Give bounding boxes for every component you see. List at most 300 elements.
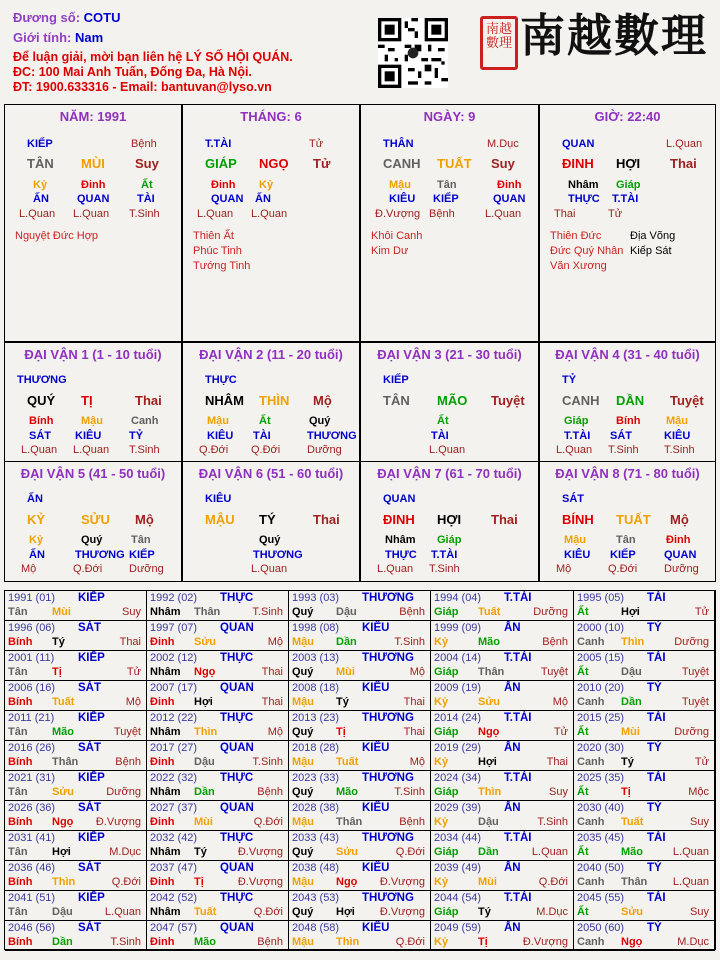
luck-stem-god: QUAN	[383, 493, 416, 505]
luck-main-2: Thai	[135, 393, 162, 408]
year-stem: Quý	[292, 606, 314, 618]
luck-period-1	[4, 342, 182, 462]
year-phase: Đ.Vượng	[379, 876, 425, 888]
year-cell	[289, 891, 431, 921]
year-ten-god: KIÊU	[362, 922, 390, 934]
year-stem: Kỷ	[434, 936, 449, 948]
year-cell	[147, 681, 289, 711]
pillar-hidden-god: TÀI	[137, 193, 155, 205]
year-stem: Giáp	[434, 786, 459, 798]
luck-hidden-stem: Bính	[29, 415, 54, 427]
year-label: 2047 (57)	[150, 922, 198, 934]
year-phase: Bệnh	[257, 786, 283, 798]
year-ten-god: THỰC	[220, 832, 254, 844]
year-phase: T.Sinh	[394, 636, 425, 648]
year-ten-god: ẤN	[504, 802, 521, 814]
contact-phone-email[interactable]: ĐT: 1900.633316 - Email: bantuvan@lyso.vn	[13, 80, 272, 94]
luck-main-1: DẦN	[616, 393, 645, 408]
luck-hidden-god: ẤN	[29, 549, 45, 561]
year-branch: Mùi	[478, 876, 497, 888]
year-cell	[431, 801, 574, 831]
year-cell	[574, 651, 715, 681]
year-branch: Tuất	[478, 606, 501, 618]
year-label: 2046 (56)	[8, 922, 56, 934]
year-phase: Tử	[126, 666, 141, 678]
year-branch: Thân	[336, 816, 363, 828]
year-label: 2030 (40)	[577, 802, 625, 814]
year-branch: Tý	[621, 756, 634, 768]
star-name: Nguyệt Đức Hợp	[15, 230, 99, 242]
year-branch: Thìn	[478, 786, 502, 798]
year-label: 2011 (21)	[8, 712, 55, 724]
year-phase: T.Sinh	[252, 606, 283, 618]
luck-hidden-stem: Giáp	[437, 534, 462, 546]
year-branch: Dần	[52, 936, 73, 948]
year-phase: T.Sinh	[537, 816, 568, 828]
luck-hidden-god: KIẾP	[129, 549, 155, 561]
year-label: 2020 (30)	[577, 742, 625, 754]
year-ten-god: SÁT	[78, 742, 101, 754]
star-name: Kim Dư	[371, 245, 409, 257]
year-branch: Mão	[478, 636, 500, 648]
luck-main-2: Mộ	[313, 393, 332, 408]
year-cell	[431, 891, 574, 921]
year-stem: Đinh	[150, 696, 175, 708]
year-label: 2002 (12)	[150, 652, 198, 664]
year-ten-god: THƯƠNG	[362, 832, 414, 844]
year-ten-god: KIẾP	[78, 772, 105, 784]
year-phase: Bệnh	[399, 816, 425, 828]
year-label: 2025 (35)	[577, 772, 625, 784]
luck-main-1: HỢI	[437, 512, 462, 527]
year-label: 2036 (46)	[8, 862, 56, 874]
year-cell	[147, 891, 289, 921]
year-ten-god: QUAN	[220, 742, 254, 754]
pillar-main-0: CANH	[383, 156, 421, 171]
luck-stem-god: KIẾP	[383, 374, 409, 386]
owner-label: Đương số:	[13, 10, 81, 25]
luck-hidden-god: KIÊU	[207, 430, 234, 442]
year-branch: Thìn	[621, 636, 645, 648]
year-cell	[431, 591, 574, 621]
year-phase: Bệnh	[257, 936, 283, 948]
year-phase: Thai	[261, 666, 283, 678]
star-name: Đức Quý Nhân	[550, 245, 624, 257]
year-ten-god: T.TÀI	[504, 832, 532, 844]
year-phase: Tuyệt	[540, 666, 568, 678]
luck-stem-god: KIÊU	[205, 493, 232, 505]
pillar-main-2: Suy	[135, 156, 159, 171]
year-phase: Suy	[690, 816, 709, 828]
year-label: 1995 (05)	[577, 592, 625, 604]
gender-value: Nam	[74, 30, 104, 45]
year-label: 2014 (24)	[434, 712, 482, 724]
year-cell	[574, 621, 715, 651]
star-name: Phúc Tinh	[193, 245, 242, 257]
year-branch: Ngọ	[194, 666, 216, 678]
star-name: Văn Xương	[550, 260, 607, 272]
pillar-stem-phase: Bệnh	[131, 138, 157, 150]
year-branch: Dần	[621, 696, 642, 708]
year-branch: Tị	[478, 936, 488, 948]
pillar-hidden-phase: T.Sinh	[129, 208, 160, 220]
pillar-hidden-god: QUAN	[493, 193, 526, 205]
pillar-stem-phase: Tử	[309, 138, 324, 150]
luck-hidden-phase: Q.Đới	[199, 444, 229, 456]
luck-hidden-god: T.TÀI	[564, 430, 591, 442]
year-ten-god: TÀI	[647, 832, 666, 844]
year-ten-god: TỶ	[647, 802, 662, 814]
year-label: 2022 (32)	[150, 772, 198, 784]
year-stem: Bính	[8, 696, 33, 708]
year-stem: Tân	[8, 786, 28, 798]
year-ten-god: TÀI	[647, 712, 666, 724]
year-stem: Giáp	[434, 906, 459, 918]
year-stem: Ất	[577, 606, 589, 618]
year-ten-god: TỶ	[647, 682, 662, 694]
year-branch: Tuất	[336, 756, 359, 768]
year-ten-god: TÀI	[647, 652, 666, 664]
year-label: 2018 (28)	[292, 742, 340, 754]
year-branch: Sửu	[194, 636, 217, 648]
year-cell	[574, 681, 715, 711]
year-ten-god: THỰC	[220, 892, 254, 904]
luck-hidden-stem: Đinh	[666, 534, 691, 546]
luck-hidden-god: THƯƠNG	[307, 430, 357, 442]
year-branch: Mão	[621, 846, 643, 858]
luck-title: ĐẠI VẬN 8 (71 - 80 tuổi)	[555, 466, 700, 481]
year-stem: Giáp	[434, 726, 459, 738]
year-stem: Nhâm	[150, 726, 181, 738]
year-ten-god: THƯƠNG	[362, 712, 414, 724]
year-ten-god: T.TÀI	[504, 592, 532, 604]
luck-title: ĐẠI VẬN 1 (1 - 10 tuổi)	[24, 347, 162, 362]
year-cell	[289, 621, 431, 651]
year-cell	[289, 681, 431, 711]
year-cell	[431, 681, 574, 711]
year-ten-god: SÁT	[78, 802, 101, 814]
pillar-title: THÁNG: 6	[240, 109, 302, 124]
year-branch: Tị	[621, 786, 631, 798]
year-label: 2031 (41)	[8, 832, 56, 844]
year-label: 2034 (44)	[434, 832, 482, 844]
year-cell	[289, 771, 431, 801]
luck-main-0: BÍNH	[562, 512, 594, 527]
pillar-hidden-phase: Bệnh	[429, 208, 455, 220]
luck-main-2: Mộ	[670, 512, 689, 527]
luck-stem-god: TỶ	[562, 374, 577, 386]
year-label: 2032 (42)	[150, 832, 198, 844]
year-branch: Mão	[52, 726, 74, 738]
luck-hidden-stem: Mậu	[564, 534, 586, 546]
year-label: 2029 (39)	[434, 802, 482, 814]
year-stem: Đinh	[150, 876, 175, 888]
luck-title: ĐẠI VẬN 5 (41 - 50 tuổi)	[20, 466, 166, 481]
luck-hidden-god: THƯƠNG	[75, 549, 125, 561]
year-label: 2003 (13)	[292, 652, 340, 664]
pillar-hidden-phase: Đ.Vượng	[375, 208, 421, 220]
year-phase: Đ.Vượng	[95, 816, 141, 828]
pillar-title: GIỜ: 22:40	[594, 109, 661, 124]
year-stem: Canh	[577, 636, 605, 648]
pillar-main-1: NGỌ	[259, 156, 289, 171]
year-stem: Giáp	[434, 606, 459, 618]
luck-hidden-phase: Dưỡng	[664, 563, 699, 575]
luck-period-7	[360, 461, 539, 582]
contact-line-1: Để luận giải, mời bạn liên hệ LÝ SỐ HỘI QUÁN.	[13, 50, 293, 64]
year-branch: Hợi	[621, 606, 640, 618]
year-stem: Mậu	[292, 936, 314, 948]
year-branch: Dậu	[336, 606, 357, 618]
year-branch: Ngọ	[478, 726, 500, 738]
year-ten-god: KIÊU	[362, 682, 390, 694]
year-branch: Hợi	[194, 696, 213, 708]
year-label: 1991 (01)	[8, 592, 56, 604]
luck-hidden-phase: Q.Đới	[608, 563, 638, 575]
year-branch: Tý	[52, 636, 65, 648]
year-phase: Tuyệt	[113, 726, 141, 738]
year-stem: Nhâm	[150, 786, 181, 798]
year-cell	[574, 801, 715, 831]
pillar-main-0: TÂN	[27, 156, 54, 171]
luck-hidden-stem: Nhâm	[385, 534, 416, 546]
pillar-stars	[15, 229, 98, 244]
year-ten-god: T.TÀI	[504, 772, 532, 784]
luck-hidden-stem: Ất	[437, 415, 449, 427]
header	[0, 0, 720, 104]
year-phase: L.Quan	[104, 906, 141, 918]
year-label: 2040 (50)	[577, 862, 625, 874]
year-branch: Tý	[336, 696, 349, 708]
year-branch: Tuất	[194, 906, 217, 918]
year-cell	[574, 591, 715, 621]
year-label: 2048 (58)	[292, 922, 340, 934]
qr-code-graphic	[378, 18, 448, 88]
year-branch: Hợi	[478, 756, 497, 768]
luck-main-0: CANH	[562, 393, 600, 408]
year-label: 2005 (15)	[577, 652, 625, 664]
year-cell	[289, 741, 431, 771]
year-stem: Mậu	[292, 696, 314, 708]
year-branch: Sửu	[336, 846, 359, 858]
luck-hidden-phase: Mộ	[556, 563, 572, 575]
year-cell	[574, 831, 715, 861]
pillar-1	[4, 104, 182, 342]
owner-value: COTU	[83, 10, 121, 25]
luck-main-1: THÌN	[259, 393, 290, 408]
year-branch: Thìn	[336, 936, 360, 948]
year-branch: Ngọ	[336, 876, 358, 888]
year-ten-god: KIÊU	[362, 622, 390, 634]
year-stem: Giáp	[434, 846, 459, 858]
year-ten-god: QUAN	[220, 922, 254, 934]
year-stem: Ất	[577, 726, 589, 738]
year-label: 1998 (08)	[292, 622, 340, 634]
luck-hidden-phase: L.Quan	[429, 444, 466, 456]
luck-hidden-god: TÀI	[431, 430, 449, 442]
year-phase: Q.Đới	[538, 876, 568, 888]
year-phase: Mộc	[688, 786, 709, 798]
pillar-stars	[371, 229, 422, 259]
year-phase: Thai	[261, 696, 283, 708]
pillar-hidden-stem: Đinh	[81, 179, 106, 191]
year-phase: T.Sinh	[252, 756, 283, 768]
luck-hidden-phase: Dưỡng	[307, 444, 342, 456]
year-cell	[5, 921, 147, 951]
luck-hidden-god: T.TÀI	[431, 549, 458, 561]
year-stem: Nhâm	[150, 606, 181, 618]
year-ten-god: THƯƠNG	[362, 592, 414, 604]
year-label: 2033 (43)	[292, 832, 340, 844]
luck-hidden-god: KIÊU	[75, 430, 102, 442]
luck-hidden-god: KIÊU	[564, 549, 591, 561]
pillar-title: NĂM: 1991	[59, 109, 127, 124]
pillar-hidden-stem: Đinh	[497, 179, 522, 191]
year-cell	[574, 891, 715, 921]
year-ten-god: TÀI	[647, 772, 666, 784]
year-cell	[289, 921, 431, 951]
year-stem: Quý	[292, 846, 314, 858]
luck-hidden-stem: Quý	[309, 415, 331, 427]
year-phase: Đ.Vượng	[237, 846, 283, 858]
year-branch: Tuất	[52, 696, 75, 708]
luck-main-0: KỶ	[27, 512, 46, 527]
gender-line	[13, 30, 103, 45]
year-stem: Kỷ	[434, 876, 449, 888]
year-branch: Hợi	[336, 906, 355, 918]
pillar-3	[360, 104, 539, 342]
pillar-hidden-god: ẤN	[255, 193, 271, 205]
year-branch: Sửu	[478, 696, 501, 708]
luck-period-5	[4, 461, 182, 582]
year-stem: Tân	[8, 846, 28, 858]
year-cell	[147, 831, 289, 861]
year-label: 2004 (14)	[434, 652, 482, 664]
year-stem: Bính	[8, 876, 33, 888]
year-ten-god: THỰC	[220, 712, 254, 724]
year-phase: Mộ	[267, 726, 283, 738]
year-cell	[147, 741, 289, 771]
year-stem: Tân	[8, 906, 28, 918]
year-stem: Kỷ	[434, 696, 449, 708]
pillar-main-2: Suy	[491, 156, 515, 171]
year-stem: Quý	[292, 906, 314, 918]
year-ten-god: THƯƠNG	[362, 892, 414, 904]
pillar-main-1: TUẤT	[437, 156, 472, 171]
year-branch: Sửu	[621, 906, 644, 918]
year-label: 2037 (47)	[150, 862, 198, 874]
year-label: 2010 (20)	[577, 682, 625, 694]
year-phase: Đ.Vượng	[379, 906, 425, 918]
year-phase: Mộ	[125, 696, 141, 708]
luck-hidden-god: SÁT	[29, 430, 51, 442]
year-cell	[431, 741, 574, 771]
year-branch: Thân	[52, 756, 79, 768]
luck-hidden-phase: L.Quan	[377, 563, 414, 575]
year-branch: Dần	[194, 786, 215, 798]
year-label: 2050 (60)	[577, 922, 625, 934]
year-stem: Đinh	[150, 936, 175, 948]
year-cell	[5, 891, 147, 921]
luck-hidden-god: QUAN	[664, 549, 697, 561]
year-label: 1994 (04)	[434, 592, 482, 604]
year-label: 2043 (53)	[292, 892, 340, 904]
year-cell	[5, 741, 147, 771]
year-stem: Đinh	[150, 636, 175, 648]
pillar-stars	[193, 229, 250, 274]
pillar-hidden-phase: L.Quan	[251, 208, 288, 220]
luck-title: ĐẠI VẬN 7 (61 - 70 tuổi)	[377, 466, 522, 481]
pillar-main-1: HỢI	[616, 156, 641, 171]
pillar-hidden-stem: Giáp	[616, 179, 641, 191]
luck-hidden-phase: T.Sinh	[608, 444, 639, 456]
year-phase: L.Quan	[672, 876, 709, 888]
year-label: 2021 (31)	[8, 772, 56, 784]
year-ten-god: THƯƠNG	[362, 772, 414, 784]
qr-code-icon[interactable]	[378, 18, 448, 88]
pillar-stars	[550, 229, 623, 274]
year-branch: Dậu	[194, 756, 215, 768]
year-phase: Q.Đới	[253, 906, 283, 918]
pillar-hidden-stem: Đinh	[211, 179, 236, 191]
pillar-hidden-phase: L.Quan	[485, 208, 522, 220]
year-label: 2012 (22)	[150, 712, 198, 724]
star-name: Tướng Tinh	[193, 260, 251, 272]
pillar-hidden-stem: Nhâm	[568, 179, 599, 191]
year-stem: Canh	[577, 756, 605, 768]
pillar-stem-phase: L.Quan	[666, 138, 703, 150]
pillar-title: NGÀY: 9	[423, 109, 476, 124]
luck-main-1: TÝ	[259, 512, 276, 527]
year-phase: Q.Đới	[395, 936, 425, 948]
year-ten-god: KIẾP	[78, 652, 105, 664]
year-phase: Suy	[690, 906, 709, 918]
luck-stem-god: THƯƠNG	[17, 374, 67, 386]
year-stem: Quý	[292, 666, 314, 678]
year-cell	[147, 591, 289, 621]
year-ten-god: TỶ	[647, 622, 662, 634]
luck-main-2: Tuyệt	[491, 393, 525, 408]
luck-period-2	[182, 342, 360, 462]
year-label: 1999 (09)	[434, 622, 482, 634]
year-stem: Kỷ	[434, 636, 449, 648]
pillar-stem-phase: M.Dục	[487, 138, 519, 150]
year-ten-god: KIẾP	[78, 712, 105, 724]
star-name: Khôi Canh	[371, 230, 423, 242]
year-stem: Mậu	[292, 876, 314, 888]
luck-main-0: QUÝ	[27, 393, 56, 408]
year-cell	[147, 621, 289, 651]
year-cell	[574, 771, 715, 801]
year-branch: Tý	[478, 906, 491, 918]
year-stem: Kỷ	[434, 756, 449, 768]
year-ten-god: QUAN	[220, 862, 254, 874]
year-ten-god: SÁT	[78, 622, 101, 634]
pillar-stem-god: KIẾP	[27, 138, 53, 150]
year-cell	[147, 711, 289, 741]
year-label: 2045 (55)	[577, 892, 625, 904]
year-label: 2016 (26)	[8, 742, 56, 754]
pillar-hidden-stem: Tân	[437, 179, 457, 191]
year-phase: Tử	[694, 606, 709, 618]
year-stem: Bính	[8, 756, 33, 768]
year-label: 2035 (45)	[577, 832, 625, 844]
year-phase: Tuyệt	[681, 696, 709, 708]
year-branch: Mùi	[194, 816, 213, 828]
year-branch: Tị	[336, 726, 346, 738]
luck-hidden-stem: Mậu	[666, 415, 688, 427]
year-ten-god: KIẾP	[78, 892, 105, 904]
